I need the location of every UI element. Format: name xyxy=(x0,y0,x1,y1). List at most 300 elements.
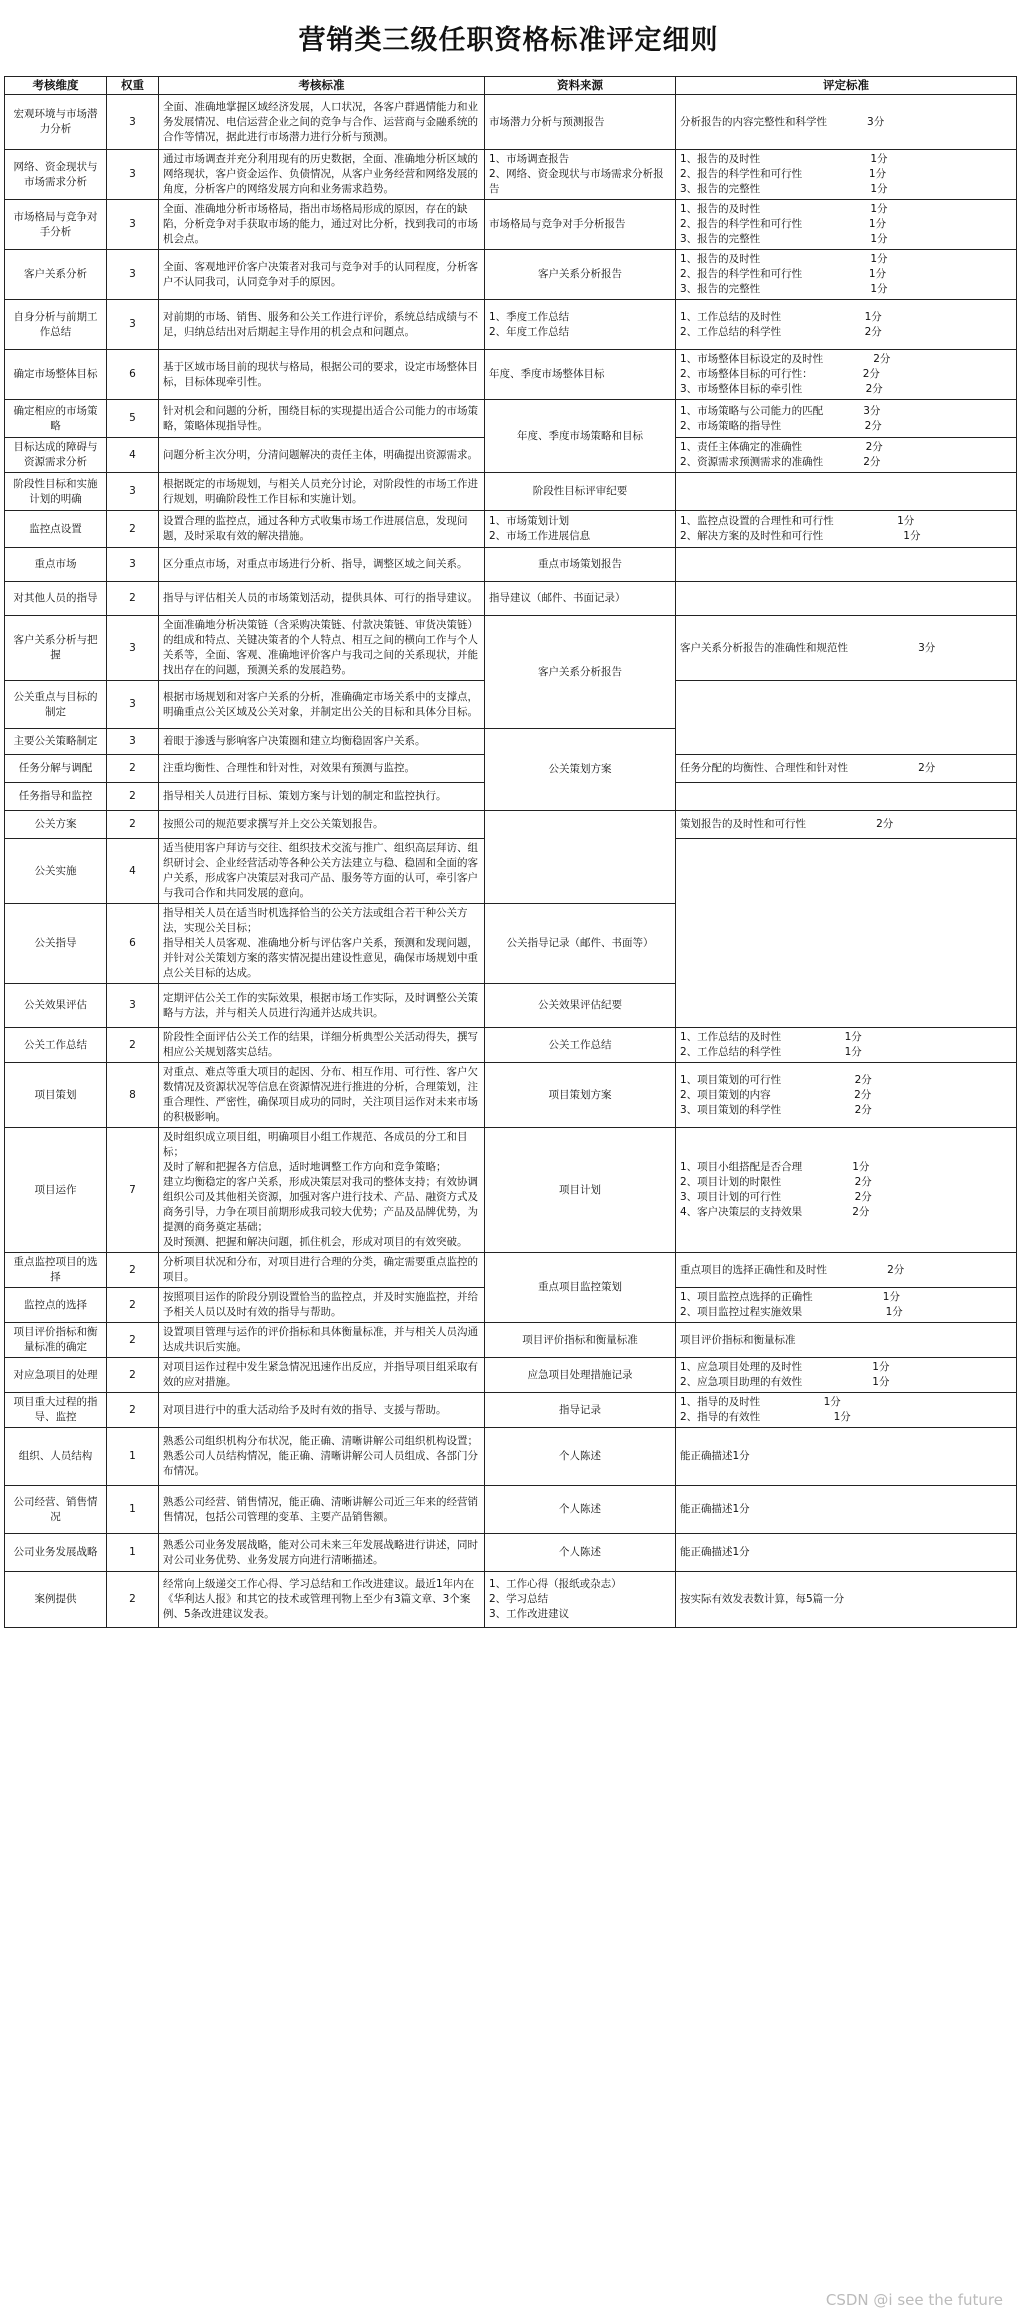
evaluation-cell xyxy=(676,438,1017,473)
evaluation-cell-text: 项目评价指标和衡量标准 xyxy=(680,1333,796,1346)
table-row xyxy=(5,1323,1017,1358)
dimension-cell-text: 网络、资金现状与市场需求分析 xyxy=(13,160,98,188)
dimension-cell-text: 阶段性目标和实施计划的明确 xyxy=(13,477,98,505)
dimension-cell-text: 自身分析与前期工作总结 xyxy=(13,310,98,338)
dimension-cell xyxy=(5,511,107,548)
standard-cell-text: 全面、准确地分析市场格局，指出市场格局形成的原因，存在的缺陷，分析竞争对手获取市场的能力，通过对比分析，找到我司的市场机会点。 xyxy=(163,203,478,245)
standard-cell xyxy=(159,1393,485,1428)
standard-cell-text: 按照公司的规范要求撰写并上交公关策划报告。 xyxy=(163,818,384,830)
source-cell-text: 公关策划方案 xyxy=(548,763,612,775)
dimension-cell-text: 任务指导和监控 xyxy=(18,790,93,802)
weight-cell xyxy=(107,839,159,904)
evaluation-cell xyxy=(676,473,1017,511)
standard-cell-text: 设置项目管理与运作的评价指标和具体衡量标准，并与相关人员沟通达成共识后实施。 xyxy=(163,1326,478,1353)
dimension-cell xyxy=(5,1128,107,1253)
weight-cell xyxy=(107,811,159,839)
standard-cell-text: 针对机会和问题的分析，围绕目标的实现提出适合公司能力的市场策略，策略体现指导性。 xyxy=(163,404,478,432)
evaluation-cell xyxy=(676,582,1017,616)
source-cell-text: 市场格局与竞争对手分析报告 xyxy=(489,218,626,230)
weight-cell xyxy=(107,681,159,729)
table-row xyxy=(5,1393,1017,1428)
standard-cell-text: 指导与评估相关人员的市场策划活动，提供具体、可行的指导建议。 xyxy=(163,592,478,604)
dimension-cell-text: 重点监控项目的选择 xyxy=(13,1256,98,1283)
dimension-cell xyxy=(5,400,107,438)
dimension-cell-text: 公司业务发展战略 xyxy=(13,1546,98,1558)
dimension-cell xyxy=(5,839,107,904)
standard-cell xyxy=(159,1428,485,1486)
evaluation-cell-text: 能正确描述1分 xyxy=(680,1546,750,1558)
dimension-cell-text: 监控点设置 xyxy=(29,522,82,535)
weight-cell-text: 1 xyxy=(129,1450,136,1462)
dimension-cell xyxy=(5,616,107,681)
dimension-cell xyxy=(5,473,107,511)
evaluation-cell xyxy=(676,250,1017,300)
dimension-cell xyxy=(5,984,107,1028)
weight-cell xyxy=(107,400,159,438)
evaluation-cell xyxy=(676,1393,1017,1428)
weight-cell xyxy=(107,904,159,984)
standard-cell-text: 区分重点市场，对重点市场进行分析、指导，调整区域之间关系。 xyxy=(163,558,468,570)
standard-cell-text: 按照项目运作的阶段分别设置恰当的监控点，并及时实施监控，并给予相关人员以及时有效的指导与帮助。 xyxy=(163,1291,478,1318)
standard-cell xyxy=(159,783,485,811)
table-row xyxy=(5,1358,1017,1393)
source-cell xyxy=(485,400,676,473)
dimension-cell-text: 监控点的选择 xyxy=(24,1298,87,1311)
source-cell xyxy=(485,1063,676,1128)
source-cell xyxy=(485,350,676,400)
standard-cell xyxy=(159,1534,485,1572)
standard-cell-text: 全面、准确地掌握区域经济发展，人口状况，各客户群遇情能力和业务发展情况、电信运营企业之间的竞争与合作、运营商与金融系统的合作等情况，据此进行市场潜力进行分析与预测。 xyxy=(163,100,478,143)
weight-cell xyxy=(107,1323,159,1358)
dimension-cell-text: 项目策划 xyxy=(34,1088,77,1101)
header-source: 资料来源 xyxy=(485,77,676,95)
dimension-cell xyxy=(5,1288,107,1323)
standard-cell-text: 及时组织成立项目组，明确项目小组工作规范、各成员的分工和目标； 及时了解和把握各方信息，适时地调整工作方向和竞争策略； 建立均衡稳定的客户关系，形成决策层对我司的整体支持；有效协调组织公司及其他相关资源，加强对客户进行技术、产品、融资方式及商务引导，力争在项目前期形成我司较大优势；产品及品牌优势，为提测的商务奠定基础； 及时预测、把握和解决问题，抓住机会，形成对项目的有效突破。 xyxy=(163,1131,478,1248)
source-cell xyxy=(485,1128,676,1253)
standard-cell-text: 对前期的市场、销售、服务和公关工作进行评价，系统总结成绩与不足，归纳总结出对后期起主导作用的机会点和问题点。 xyxy=(163,310,478,338)
standard-cell-text: 对项目进行中的重大活动给予及时有效的指导、支援与帮助。 xyxy=(163,1403,447,1416)
standard-cell-text: 着眼于渗透与影响客户决策圈和建立均衡稳固客户关系。 xyxy=(163,735,426,747)
evaluation-cell-text: 1、工作总结的及时性 1分 2、工作总结的科学性 1分 xyxy=(680,1031,862,1058)
table-row xyxy=(5,616,1017,681)
standard-cell-text: 熟悉公司经营、销售情况，能正确、清晰讲解公司近三年来的经营销售情况，包括公司管理的变革、主要产品销售额。 xyxy=(163,1495,478,1523)
standard-cell-text: 分析项目状况和分布，对项目进行合理的分类，确定需要重点监控的项目。 xyxy=(163,1256,478,1283)
dimension-cell-text: 案例提供 xyxy=(34,1593,77,1605)
standard-cell xyxy=(159,1323,485,1358)
dimension-cell-text: 确定相应的市场策略 xyxy=(13,404,98,432)
source-cell-text: 阶段性目标评审纪要 xyxy=(532,485,628,497)
weight-cell-text: 3 xyxy=(129,735,136,747)
evaluation-cell-text: 1、项目小组搭配是否合理 1分 2、项目计划的时限性 2分 3、项目计划的可行性 2分 4、客户决策层的支持效果 2分 xyxy=(680,1161,872,1218)
source-cell-text: 公关工作总结 xyxy=(548,1038,612,1051)
weight-cell-text: 2 xyxy=(129,1333,136,1346)
source-cell-text: 个人陈述 xyxy=(559,1503,601,1515)
evaluation-cell-text: 1、报告的及时性 1分 2、报告的科学性和可行性 1分 3、报告的完整性 1分 xyxy=(680,203,888,245)
evaluation-cell xyxy=(676,95,1017,150)
weight-cell xyxy=(107,250,159,300)
dimension-cell-text: 项目运作 xyxy=(34,1183,77,1196)
dimension-cell-text: 公司经营、销售情况 xyxy=(13,1495,98,1523)
weight-cell-text: 2 xyxy=(129,1368,136,1381)
evaluation-cell-text: 1、项目监控点选择的正确性 1分 2、项目监控过程实施效果 1分 xyxy=(680,1291,903,1318)
standard-cell xyxy=(159,400,485,438)
weight-cell-text: 4 xyxy=(129,448,136,461)
standard-cell xyxy=(159,1288,485,1323)
standard-cell xyxy=(159,839,485,904)
dimension-cell xyxy=(5,1534,107,1572)
standard-cell xyxy=(159,1486,485,1534)
weight-cell-text: 2 xyxy=(129,1298,136,1311)
dimension-cell-text: 确定市场整体目标 xyxy=(13,368,98,380)
dimension-cell xyxy=(5,1253,107,1288)
weight-cell xyxy=(107,1288,159,1323)
dimension-cell-text: 公关实施 xyxy=(34,864,77,877)
weight-cell xyxy=(107,438,159,473)
standard-cell-text: 基于区域市场目前的现状与格局，根据公司的要求，设定市场整体目标，目标体现牵引性。 xyxy=(163,360,478,388)
watermark: CSDN @i see the future xyxy=(825,2291,1003,2309)
weight-cell xyxy=(107,1534,159,1572)
evaluation-cell xyxy=(676,1486,1017,1534)
source-cell-text: 重点市场策划报告 xyxy=(538,558,622,570)
evaluation-cell xyxy=(676,1063,1017,1128)
standard-cell-text: 经常向上级递交工作心得、学习总结和工作改进建议。最近1年内在《华利达人报》和其它的技术或管理刊物上至少有3篇文章、3个案例、5条改进建议发表。 xyxy=(163,1578,475,1620)
table-row xyxy=(5,511,1017,548)
weight-cell xyxy=(107,729,159,755)
standard-cell-text: 全面、客观地评价客户决策者对我司与竞争对手的认同程度，分析客户不认同我司，认同竞争对手的原因。 xyxy=(163,260,478,288)
table-row xyxy=(5,1428,1017,1486)
weight-cell-text: 2 xyxy=(129,1038,136,1051)
weight-cell xyxy=(107,511,159,548)
evaluation-cell xyxy=(676,1534,1017,1572)
source-cell xyxy=(485,904,676,984)
weight-cell xyxy=(107,473,159,511)
table-row xyxy=(5,400,1017,438)
dimension-cell xyxy=(5,300,107,350)
weight-cell-text: 3 xyxy=(129,268,136,280)
source-cell-text: 项目策划方案 xyxy=(548,1088,612,1101)
source-cell xyxy=(485,300,676,350)
dimension-cell-text: 客户关系分析 xyxy=(24,268,87,280)
evaluation-cell-text: 能正确描述1分 xyxy=(680,1503,750,1515)
weight-cell-text: 3 xyxy=(129,641,136,654)
evaluation-cell-text: 重点项目的选择正确性和及时性 2分 xyxy=(680,1263,905,1276)
evaluation-cell-text: 1、报告的及时性 1分 2、报告的科学性和可行性 1分 3、报告的完整性 1分 xyxy=(680,253,888,295)
weight-cell-text: 2 xyxy=(129,790,136,802)
source-cell xyxy=(485,1572,676,1628)
source-cell xyxy=(485,511,676,548)
source-cell-text: 客户关系分析报告 xyxy=(538,665,622,678)
evaluation-cell xyxy=(676,150,1017,200)
weight-cell-text: 2 xyxy=(129,1263,136,1276)
weight-cell xyxy=(107,1428,159,1486)
standard-cell xyxy=(159,250,485,300)
weight-cell-text: 6 xyxy=(129,368,136,380)
dimension-cell xyxy=(5,811,107,839)
source-cell xyxy=(485,616,676,729)
standard-cell xyxy=(159,511,485,548)
standard-cell xyxy=(159,1253,485,1288)
dimension-cell xyxy=(5,250,107,300)
weight-cell xyxy=(107,1393,159,1428)
table-row xyxy=(5,1063,1017,1128)
standard-cell xyxy=(159,729,485,755)
evaluation-cell xyxy=(676,511,1017,548)
weight-cell xyxy=(107,1486,159,1534)
header-evaluation: 评定标准 xyxy=(676,77,1017,95)
standard-cell xyxy=(159,1128,485,1253)
evaluation-cell-text: 1、市场整体目标设定的及时性 2分 2、市场整体目标的可行性： 2分 3、市场整体目标的牵引性 2分 xyxy=(680,353,891,395)
evaluation-cell xyxy=(676,548,1017,582)
standard-cell-text: 对重点、难点等重大项目的起因、分布、相互作用、可行性、客户欠数情况及资源状况等信息在资源情况进行推进的分析，合理策划，注重合理性、严密性，确保项目成功的同时，关注项目运作对未来市场的积极影响。 xyxy=(163,1066,478,1123)
evaluation-cell-text: 1、监控点设置的合理性和可行性 1分 2、解决方案的及时性和可行性 1分 xyxy=(680,515,921,542)
source-cell xyxy=(485,1253,676,1323)
dimension-cell xyxy=(5,681,107,729)
evaluation-cell-text: 1、市场策略与公司能力的匹配 3分 2、市场策略的指导性 2分 xyxy=(680,404,882,432)
evaluation-cell xyxy=(676,1358,1017,1393)
weight-cell-text: 2 xyxy=(129,522,136,535)
weight-cell-text: 2 xyxy=(129,1593,136,1605)
table-row xyxy=(5,350,1017,400)
evaluation-cell xyxy=(676,681,1017,755)
weight-cell xyxy=(107,755,159,783)
weight-cell-text: 6 xyxy=(129,937,136,949)
header-dimension: 考核维度 xyxy=(5,77,107,95)
source-cell-text: 个人陈述 xyxy=(559,1450,601,1462)
weight-cell xyxy=(107,1063,159,1128)
standard-cell xyxy=(159,1028,485,1063)
standard-cell xyxy=(159,438,485,473)
standard-cell xyxy=(159,200,485,250)
dimension-cell-text: 公关重点与目标的制定 xyxy=(13,690,98,718)
evaluation-cell xyxy=(676,200,1017,250)
standard-cell-text: 对项目运作过程中发生紧急情况迅速作出反应，并指导项目组采取有效的应对措施。 xyxy=(163,1361,478,1388)
evaluation-cell-text: 分析报告的内容完整性和科学性 3分 xyxy=(680,115,885,128)
table-row xyxy=(5,582,1017,616)
source-cell xyxy=(485,984,676,1028)
evaluation-cell xyxy=(676,1288,1017,1323)
dimension-cell-text: 公关工作总结 xyxy=(24,1038,87,1051)
evaluation-cell xyxy=(676,1572,1017,1628)
source-cell-text: 公关指导记录（邮件、书面等） xyxy=(506,937,654,949)
dimension-cell xyxy=(5,95,107,150)
evaluation-cell xyxy=(676,1128,1017,1253)
dimension-cell xyxy=(5,1063,107,1128)
standard-cell-text: 注重均衡性、合理性和针对性，对效果有预测与监控。 xyxy=(163,762,415,774)
standard-cell-text: 根据市场规划和对客户关系的分析，准确确定市场关系中的支撑点，明确重点公关区域及公关对象，并制定出公关的目标和具体分目标。 xyxy=(163,690,478,718)
weight-cell-text: 5 xyxy=(129,412,136,424)
dimension-cell-text: 项目评价指标和衡量标准的确定 xyxy=(13,1326,98,1353)
source-cell-text: 项目计划 xyxy=(559,1183,601,1196)
dimension-cell-text: 重点市场 xyxy=(34,558,77,570)
standard-cell xyxy=(159,984,485,1028)
weight-cell-text: 3 xyxy=(129,318,136,330)
standard-cell-text: 定期评估公关工作的实际效果，根据市场工作实际，及时调整公关策略与方法，并与相关人员进行沟通并达成共识。 xyxy=(163,991,478,1019)
standard-cell-text: 熟悉公司业务发展战略，能对公司未来三年发展战略进行讲述，同时对公司业务优势、业务发展方向进行清晰描述。 xyxy=(163,1538,478,1566)
evaluation-cell xyxy=(676,1428,1017,1486)
weight-cell-text: 1 xyxy=(129,1503,136,1515)
weight-cell-text: 3 xyxy=(129,115,136,128)
evaluation-cell-text: 1、责任主体确定的准确性 2分 2、资源需求预测需求的准确性 2分 xyxy=(680,441,883,468)
standard-cell xyxy=(159,1063,485,1128)
weight-cell-text: 3 xyxy=(129,218,136,230)
dimension-cell-text: 组织、人员结构 xyxy=(18,1450,93,1462)
table-row xyxy=(5,1128,1017,1253)
dimension-cell-text: 公关方案 xyxy=(34,818,77,830)
dimension-cell-text: 公关指导 xyxy=(34,937,77,949)
evaluation-cell-text: 客户关系分析报告的准确性和规范性 3分 xyxy=(680,641,936,654)
table-row xyxy=(5,1028,1017,1063)
standard-cell xyxy=(159,473,485,511)
weight-cell xyxy=(107,350,159,400)
dimension-cell xyxy=(5,755,107,783)
weight-cell xyxy=(107,300,159,350)
table-row xyxy=(5,1534,1017,1572)
standard-cell xyxy=(159,300,485,350)
standard-cell xyxy=(159,1358,485,1393)
table-row xyxy=(5,473,1017,511)
source-cell-text: 重点项目监控策划 xyxy=(538,1281,622,1293)
dimension-cell xyxy=(5,350,107,400)
table-row xyxy=(5,1486,1017,1534)
source-cell xyxy=(485,473,676,511)
header-standard: 考核标准 xyxy=(159,77,485,95)
table-row xyxy=(5,250,1017,300)
source-cell xyxy=(485,1028,676,1063)
standard-cell-text: 问题分析主次分明，分清问题解决的责任主体，明确提出资源需求。 xyxy=(163,448,478,461)
table-row xyxy=(5,95,1017,150)
standard-cell xyxy=(159,1572,485,1628)
weight-cell-text: 4 xyxy=(129,864,136,877)
table-header-row xyxy=(5,77,1017,95)
header-weight: 权重 xyxy=(107,77,159,95)
source-cell xyxy=(485,200,676,250)
dimension-cell-text: 任务分解与调配 xyxy=(18,762,93,774)
source-cell-text: 1、工作心得（报纸或杂志） 2、学习总结 3、工作改进建议 xyxy=(489,1578,622,1620)
table-row xyxy=(5,1253,1017,1288)
weight-cell-text: 1 xyxy=(129,1546,136,1558)
weight-cell xyxy=(107,984,159,1028)
standard-cell-text: 阶段性全面评估公关工作的结果，详细分析典型公关活动得失，撰写相应公关规划落实总结。 xyxy=(163,1031,478,1058)
source-cell xyxy=(485,95,676,150)
source-cell xyxy=(485,1486,676,1534)
table-row xyxy=(5,200,1017,250)
source-cell-text: 1、市场策划计划 2、市场工作进展信息 xyxy=(489,515,591,542)
source-cell-text: 1、季度工作总结 2、年度工作总结 xyxy=(489,310,570,338)
weight-cell-text: 3 xyxy=(129,485,136,497)
weight-cell-text: 2 xyxy=(129,762,136,774)
evaluation-cell-text: 1、项目策划的可行性 2分 2、项目策划的内容 2分 3、项目策划的科学性 2分 xyxy=(680,1073,872,1116)
dimension-cell-text: 项目重大过程的指导、监控 xyxy=(13,1396,98,1423)
source-cell-text: 客户关系分析报告 xyxy=(538,268,622,280)
weight-cell-text: 2 xyxy=(129,818,136,830)
evaluation-cell xyxy=(676,811,1017,839)
dimension-cell xyxy=(5,1428,107,1486)
weight-cell xyxy=(107,548,159,582)
source-cell-text: 指导记录 xyxy=(559,1403,601,1416)
dimension-cell-text: 公关效果评估 xyxy=(24,999,87,1011)
weight-cell xyxy=(107,200,159,250)
standard-cell-text: 熟悉公司组织机构分布状况，能正确、清晰讲解公司组织机构设置； 熟悉公司人员结构情况，能正确、清晰讲解公司人员组成、各部门分布情况。 xyxy=(163,1435,478,1477)
standard-cell-text: 通过市场调查并充分利用现有的历史数据，全面、准确地分析区域的网络现状，客户资金运作、负债情况，从客户业务经营和网络发展的角度，分析客户的网络发展方向和业务需求趋势。 xyxy=(163,153,478,195)
dimension-cell xyxy=(5,150,107,200)
standard-cell xyxy=(159,811,485,839)
source-cell-text: 公关效果评估纪要 xyxy=(538,999,622,1011)
dimension-cell xyxy=(5,729,107,755)
weight-cell-text: 2 xyxy=(129,592,136,604)
evaluation-cell xyxy=(676,300,1017,350)
standard-cell xyxy=(159,582,485,616)
evaluation-cell-text: 1、工作总结的及时性 1分 2、工作总结的科学性 2分 xyxy=(680,310,882,338)
dimension-cell-text: 客户关系分析与把握 xyxy=(13,634,98,661)
table-row xyxy=(5,150,1017,200)
evaluation-cell xyxy=(676,350,1017,400)
dimension-cell xyxy=(5,1028,107,1063)
evaluation-cell xyxy=(676,783,1017,811)
dimension-cell-text: 市场格局与竞争对手分析 xyxy=(13,210,98,238)
source-cell xyxy=(485,582,676,616)
source-cell-text: 1、市场调查报告 2、网络、资金现状与市场需求分析报告 xyxy=(489,153,664,195)
evaluation-cell xyxy=(676,616,1017,681)
dimension-cell xyxy=(5,582,107,616)
standard-cell xyxy=(159,95,485,150)
weight-cell xyxy=(107,150,159,200)
evaluation-cell-text: 1、报告的及时性 1分 2、报告的科学性和可行性 1分 3、报告的完整性 1分 xyxy=(680,153,888,195)
weight-cell xyxy=(107,582,159,616)
weight-cell-text: 3 xyxy=(129,168,136,180)
standard-cell-text: 全面准确地分析决策链（含采购决策链、付款决策链、审货决策链）的组成和特点、关键决策者的个人特点、相互之间的横向工作与个人关系等，全面、客观、准确地评价客户与我司之间的关系现状，并能找出存在的问题，预测关系的发展趋势。 xyxy=(163,619,478,676)
evaluation-cell-text: 1、应急项目处理的及时性 1分 2、应急项目助理的有效性 1分 xyxy=(680,1361,890,1388)
dimension-cell xyxy=(5,1486,107,1534)
weight-cell xyxy=(107,783,159,811)
source-cell xyxy=(485,1534,676,1572)
dimension-cell xyxy=(5,1358,107,1393)
source-cell-text: 年度、季度市场策略和目标 xyxy=(517,429,643,442)
standard-cell-text: 根据既定的市场规划，与相关人员充分讨论，对阶段性的市场工作进行规划，明确阶段性工作目标和实施计划。 xyxy=(163,477,478,505)
table-row xyxy=(5,548,1017,582)
dimension-cell-text: 对应急项目的处理 xyxy=(13,1368,98,1381)
evaluation-cell xyxy=(676,839,1017,1028)
source-cell xyxy=(485,1428,676,1486)
weight-cell xyxy=(107,1128,159,1253)
dimension-cell-text: 对其他人员的指导 xyxy=(13,592,98,604)
standard-cell-text: 指导相关人员在适当时机选择恰当的公关方法或组合若干种公关方法，实现公关目标； 指导相关人员客观、准确地分析与评估客户关系，预测和发现问题，并针对公关策划方案的落实情况提出建设性意见，确保市场规划中重点公关目标的达成。 xyxy=(163,907,478,979)
standard-cell xyxy=(159,681,485,729)
standard-cell xyxy=(159,755,485,783)
weight-cell xyxy=(107,1358,159,1393)
evaluation-cell xyxy=(676,1323,1017,1358)
dimension-cell xyxy=(5,1393,107,1428)
standard-cell xyxy=(159,616,485,681)
source-cell xyxy=(485,1323,676,1358)
evaluation-cell-text: 按实际有效发表数计算，每5篇一分 xyxy=(680,1593,845,1605)
dimension-cell xyxy=(5,438,107,473)
source-cell xyxy=(485,811,676,904)
standard-cell xyxy=(159,150,485,200)
evaluation-cell xyxy=(676,1253,1017,1288)
source-cell-text: 个人陈述 xyxy=(559,1546,601,1558)
weight-cell xyxy=(107,616,159,681)
table-row xyxy=(5,300,1017,350)
table-body xyxy=(5,95,1017,1628)
standard-cell-text: 设置合理的监控点，通过各种方式收集市场工作进展信息，发现问题，及时采取有效的解决措施。 xyxy=(163,515,468,542)
standard-cell-text: 适当使用客户拜访与交往、组织技术交流与推广、组织高层拜访、组织研讨会、企业经营活动等各种公关方法建立与稳、稳固和全面的客户关系，形成客户决策层对我司产品、服务等方面的认可，牵引客户与我司合作和共同发展的意向。 xyxy=(163,842,478,899)
weight-cell-text: 3 xyxy=(129,558,136,570)
dimension-cell xyxy=(5,200,107,250)
weight-cell-text: 3 xyxy=(129,698,136,710)
source-cell-text: 市场潜力分析与预测报告 xyxy=(489,115,605,128)
evaluation-cell-text: 1、指导的及时性 1分 2、指导的有效性 1分 xyxy=(680,1396,851,1423)
standard-cell-text: 指导相关人员进行目标、策划方案与计划的制定和监控执行。 xyxy=(163,790,447,802)
